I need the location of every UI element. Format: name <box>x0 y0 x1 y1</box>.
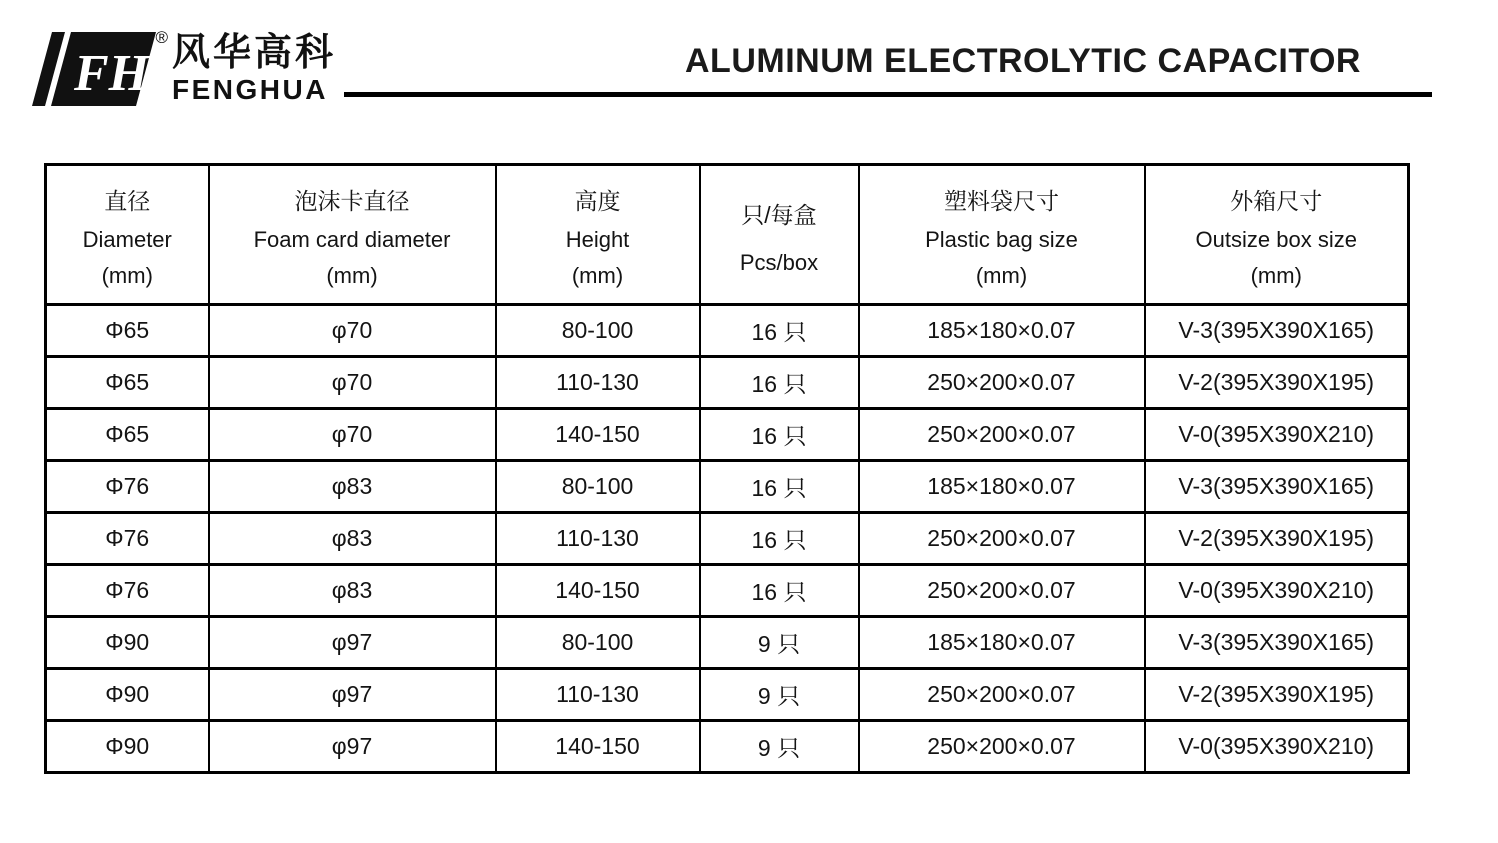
table-cell: φ83 <box>209 513 496 565</box>
table-cell: 140-150 <box>496 409 700 461</box>
table-cell: φ97 <box>209 721 496 773</box>
table-cell: Φ76 <box>46 565 209 617</box>
header-label-cn: 直径 <box>104 188 151 214</box>
table-cell: φ83 <box>209 565 496 617</box>
table-cell: 185×180×0.07 <box>859 617 1145 669</box>
table-cell: 16 只 <box>700 513 859 565</box>
registered-trademark-symbol: ® <box>155 28 168 47</box>
brand-name-chinese: 风华高科 <box>172 32 337 74</box>
header-label-en: Height <box>565 226 630 252</box>
table-cell: 185×180×0.07 <box>859 305 1145 357</box>
brand-name-english: FENGHUA <box>172 74 328 105</box>
table-cell: V-3(395X390X165) <box>1145 617 1409 669</box>
column-header <box>700 165 859 305</box>
table-cell: 250×200×0.07 <box>859 565 1145 617</box>
column-header <box>859 165 1145 305</box>
header-divider <box>344 92 1432 97</box>
table-cell: Φ65 <box>46 409 209 461</box>
table-row <box>46 617 1409 669</box>
header-label-unit: (mm) <box>975 263 1028 288</box>
column-header-content <box>47 166 208 303</box>
table-cell: φ97 <box>209 617 496 669</box>
table-cell: 250×200×0.07 <box>859 721 1145 773</box>
column-header-content <box>497 166 699 303</box>
header-label-cn: 只/每盒 <box>741 201 817 228</box>
column-header-content <box>860 166 1144 303</box>
table-cell: V-0(395X390X210) <box>1145 565 1409 617</box>
fenghua-logo-icon <box>28 30 160 108</box>
table-cell: V-0(395X390X210) <box>1145 409 1409 461</box>
header-label-en: Foam card diameter <box>253 226 451 252</box>
column-header-content <box>1146 166 1408 303</box>
table-cell: 9 只 <box>700 617 859 669</box>
table-cell: Φ76 <box>46 513 209 565</box>
table-header-row <box>46 165 1409 305</box>
header-label-cn: 塑料袋尺寸 <box>944 188 1059 214</box>
header-label-en: Diameter <box>82 226 172 252</box>
table-row <box>46 409 1409 461</box>
brand-text <box>172 34 336 104</box>
header-label-unit: (mm) <box>1250 263 1302 288</box>
table-cell: Φ90 <box>46 721 209 773</box>
header-label-unit: (mm) <box>101 263 153 288</box>
table-cell: 110-130 <box>496 513 700 565</box>
table-cell: φ97 <box>209 669 496 721</box>
table-cell: Φ90 <box>46 669 209 721</box>
logo-fh-text: FH <box>74 45 150 102</box>
table-cell: 250×200×0.07 <box>859 669 1145 721</box>
table-cell: Φ76 <box>46 461 209 513</box>
header-label-en: Outsize box size <box>1195 226 1357 252</box>
table-cell: 16 只 <box>700 409 859 461</box>
table-cell: φ83 <box>209 461 496 513</box>
table-row <box>46 721 1409 773</box>
table-cell: V-0(395X390X210) <box>1145 721 1409 773</box>
table-cell: V-2(395X390X195) <box>1145 513 1409 565</box>
table-cell: 140-150 <box>496 721 700 773</box>
table-row <box>46 513 1409 565</box>
table-row <box>46 357 1409 409</box>
table-cell: Φ65 <box>46 357 209 409</box>
table-cell: 80-100 <box>496 461 700 513</box>
header-label-en: Pcs/box <box>739 249 819 275</box>
header-label-cn: 外箱尺寸 <box>1230 188 1323 214</box>
table-cell: 110-130 <box>496 669 700 721</box>
header-label-cn: 高度 <box>574 188 621 214</box>
table-cell: 250×200×0.07 <box>859 409 1145 461</box>
header-label-unit: (mm) <box>326 263 378 288</box>
fenghua-logo <box>28 30 336 108</box>
column-header-content <box>210 166 495 303</box>
column-header <box>209 165 496 305</box>
table-cell: V-2(395X390X195) <box>1145 357 1409 409</box>
table-cell: 9 只 <box>700 721 859 773</box>
packing-spec-table <box>44 163 1410 774</box>
page-title: ALUMINUM ELECTROLYTIC CAPACITOR <box>685 42 1361 80</box>
column-header <box>1145 165 1409 305</box>
column-header <box>496 165 700 305</box>
table-cell: 250×200×0.07 <box>859 513 1145 565</box>
table-cell: 140-150 <box>496 565 700 617</box>
table-cell: 185×180×0.07 <box>859 461 1145 513</box>
column-header-content <box>701 166 858 303</box>
table-row <box>46 305 1409 357</box>
table-cell: 250×200×0.07 <box>859 357 1145 409</box>
table-cell: 16 只 <box>700 565 859 617</box>
table-cell: φ70 <box>209 409 496 461</box>
table-cell: 16 只 <box>700 461 859 513</box>
table-cell: φ70 <box>209 305 496 357</box>
header-label-en: Plastic bag size <box>925 226 1078 252</box>
header-label-unit: (mm) <box>571 263 624 288</box>
table-row <box>46 669 1409 721</box>
table-cell: 80-100 <box>496 617 700 669</box>
table-cell: Φ90 <box>46 617 209 669</box>
table-cell: V-3(395X390X165) <box>1145 305 1409 357</box>
table-cell: φ70 <box>209 357 496 409</box>
table-cell: 80-100 <box>496 305 700 357</box>
table-cell: Φ65 <box>46 305 209 357</box>
table-cell: 9 只 <box>700 669 859 721</box>
table-row <box>46 565 1409 617</box>
table-cell: 110-130 <box>496 357 700 409</box>
fenghua-logo-mark <box>28 28 168 108</box>
table-cell: V-2(395X390X195) <box>1145 669 1409 721</box>
table-row <box>46 461 1409 513</box>
header-label-cn: 泡沫卡直径 <box>294 188 410 214</box>
table-cell: 16 只 <box>700 357 859 409</box>
table-cell: V-3(395X390X165) <box>1145 461 1409 513</box>
column-header <box>46 165 209 305</box>
table-cell: 16 只 <box>700 305 859 357</box>
